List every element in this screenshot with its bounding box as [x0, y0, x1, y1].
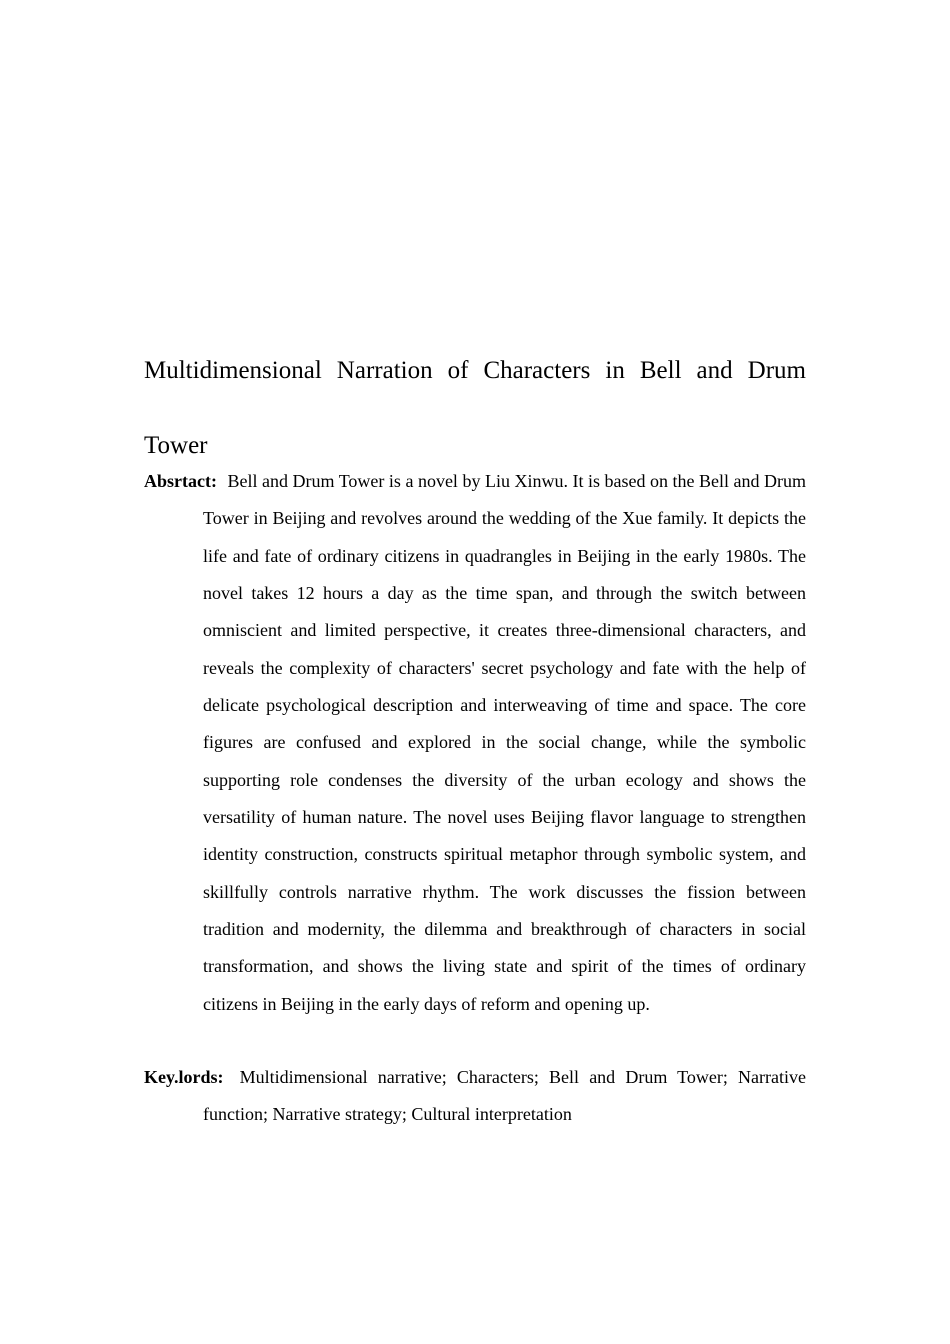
abstract-label: Absrtact:: [144, 471, 217, 491]
abstract-paragraph: [144, 463, 806, 1023]
keywords-text: Multidimensional narrative; Characters; Bell and Drum Tower; Narrative function; Narrative strategy; Cultural interpretation: [203, 1067, 806, 1125]
abstract-text: Bell and Drum Tower is a novel by Liu Xinwu. It is based on the Bell and Drum Tower in Beijing and revolves around the wedding of the Xue family. It depicts the life and fate of ordinary citizens in quadrangles in Beijing in the early 1980s. The novel takes 12 hours a day as the time span, and through the switch between omniscient and limited perspective, it creates three-dimensional characters, and reveals the complexity of characters' secret psychology and fate with the help of delicate psychological description and interweaving of time and space. The core figures are confused and explored in the social change, while the symbolic supporting role condenses the diversity of the urban ecology and shows the versatility of human nature. The novel uses Beijing flavor language to strengthen identity construction, constructs spiritual metaphor through symbolic system, and skillfully controls narrative rhythm. The work discusses the fission between tradition and modernity, the dilemma and breakthrough of characters in social transformation, and shows the living state and spirit of the times of ordinary citizens in Beijing in the early days of reform and opening up.: [203, 471, 807, 1014]
keywords-label: Key.lords:: [144, 1067, 224, 1087]
keywords-paragraph: [144, 1059, 806, 1134]
document-title: Multidimensional Narration of Characters in Bell and Drum Tower: [144, 357, 806, 459]
